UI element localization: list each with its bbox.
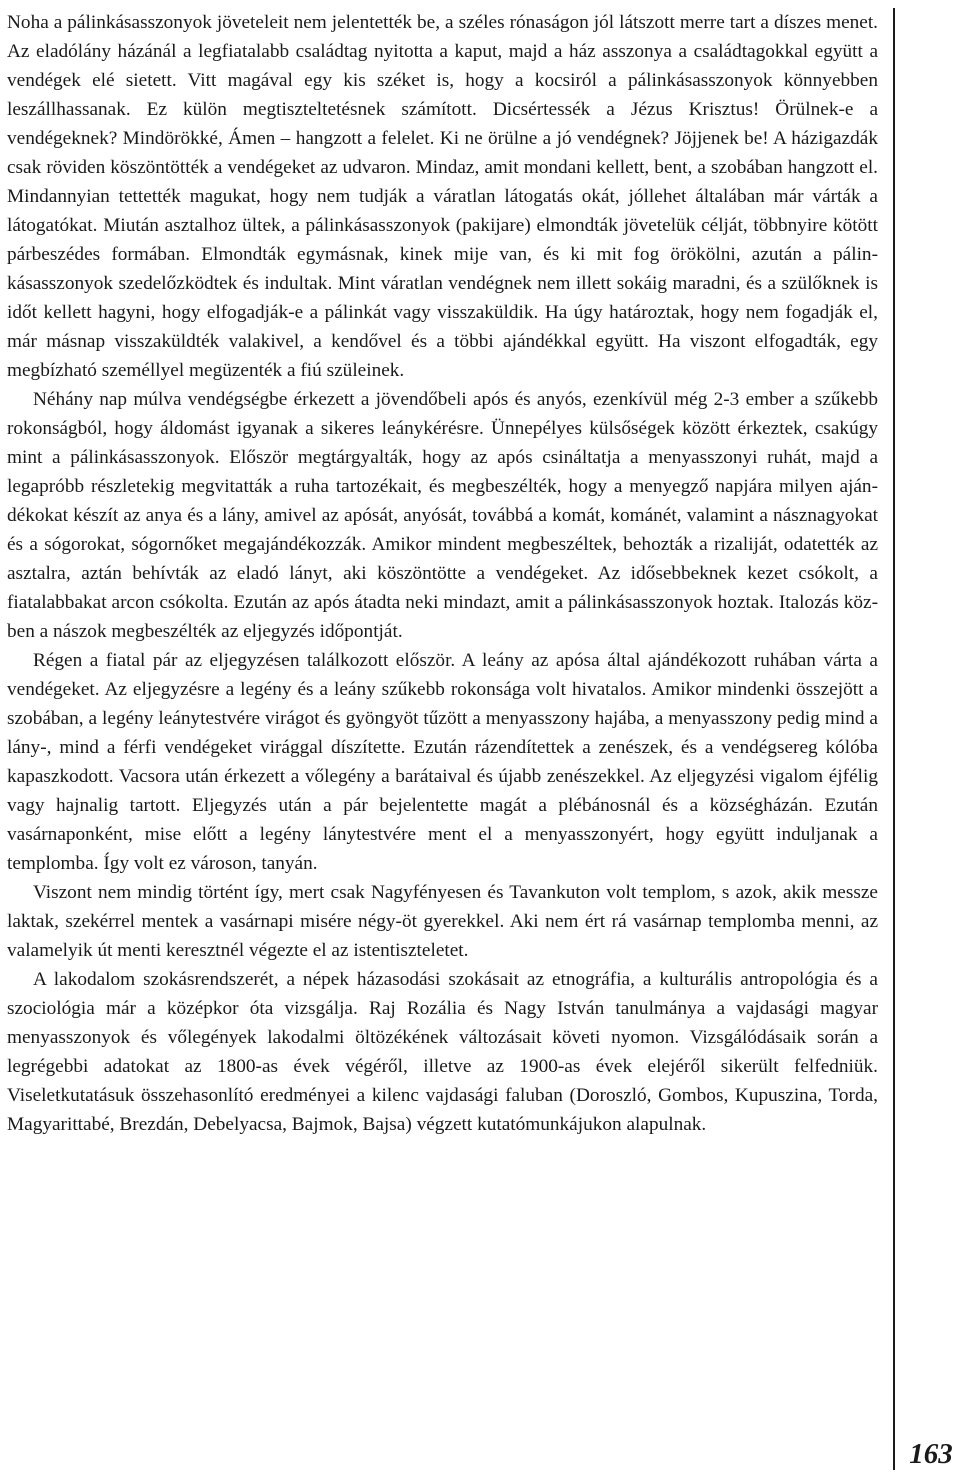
paragraph: Régen a fiatal pár az eljegyzésen találkozott először. A leány az apósa által ajándékozott ruhában várta a vendégeket. Az eljegyzésre a legény és a leány szűkebb rokonsága volt hivatalos. Amikor mindenki összejött a szobában, a legény leánytestvére virágot és gyöngyöt tűzött a menyasszony hajába, a menyasszony pedig mind a lány-, mind a férfi vendégeket virággal díszítette. Ezután rázendítettek a zenészek, és a vendégsereg kólóba kapaszkodott. Vacsora után érkezett a vőlegény a barátaival és újabb zenészekkel. Az eljegyzési vigalom éjfélig vagy hajnalig tartott. Eljegyzés után a pár bejelentette magát a plébánosnál és a községházán. Ezután vasárnaponként, mise előtt a legény lánytestvére ment el a menyasszonyért, hogy együtt induljanak a templomba. Így volt ez városon, tanyán. xyxy=(7,650,878,874)
paragraph: A lakodalom szokásrendszerét, a népek házasodási szokásait az etnográfia, a kulturális antropológia és a szociológia már a középkor óta vizsgálja. Raj Rozália és Nagy István tanulmánya a vajdasági magyar menyasszonyok és vőlegények lakodalmi öltözékének változásait követi nyomon. Vizsgálódásaik során a legrégebbi adatokat az 1800-as évek végéről, illetve az 1900-as évek elejéről sikerült felfedniük. Viseletkutatásuk összehasonlító eredményei a kilenc vajdasági faluban (Doroszló, Gombos, Kupuszina, Torda, Magyarittabé, Brezdán, Debelyacsa, Bajmok, Bajsa) végzett kutatómunkájukon alapulnak. xyxy=(7,969,878,1135)
page-number: 163 xyxy=(909,1438,953,1470)
paragraph: Viszont nem mindig történt így, mert csak Nagyfényesen és Tavankuton volt templom, s azok, akik messze laktak, szekérrel mentek a vasárnapi misére négy-öt gyerekkel. Aki nem ért rá vasárnap templomba menni, az valamelyik út menti keresztnél végezte el az istentiszteletet. xyxy=(7,882,878,961)
margin-rule xyxy=(893,8,895,1470)
body-text xyxy=(7,8,878,1139)
paragraph: Néhány nap múlva vendégségbe érkezett a jövendőbeli após és anyós, ezenkívül még 2-3 ember a szűkebb rokonságból, hogy áldomást igyanak a sikeres leánykérésre. Ünnepélyes külsőségek között érkeztek, csakúgy mint a pálinkásasszonyok. Először megtárgyalták, hogy az após csináltatja a menyasszonyi ruhát, majd a legapróbb részletekig megvitatták a ruha tartozékait, és megbeszélték, hogy a menyegző napjára milyen ajándékokat készít az anya és a lány, amivel az apósát, anyósát, továbbá a komát, kománét, valamint a násznagyokat és a sógorokat, sógornőket megajándékozzák. Amikor mindent megbeszéltek, behozták a rizaliját, odatették az asztalra, aztán behívták az eladó lányt, aki köszöntötte a vendégeket. Az idősebbeknek kezet csókolt, a fiatalabbakat arcon csókolta. Ezután az após átadta neki mindazt, amit a pálinkásasszonyok hoztak. Italozás közben a nászok megbeszélték az eljegyzés időpontját. xyxy=(7,389,878,642)
paragraph: Noha a pálinkásasszonyok jöveteleit nem jelentették be, a széles rónaságon jól látszott merre tart a díszes menet. Az eladólány házánál a legfiatalabb családtag nyitotta a kaput, majd a ház asszonya a családtagokkal együtt a vendégek elé sietett. Vitt magával egy kis széket is, hogy a kocsiról a pálinkásasszonyok könnyebben leszállhassanak. Ez külön megtiszteltetésnek számított. Dicsértessék a Jézus Krisztus! Örülnek-e a vendégeknek? Mindörökké, Ámen – hangzott a felelet. Ki ne örülne a jó vendégnek? Jöjjenek be! A házigazdák csak röviden köszöntötték a vendégeket az udvaron. Mindaz, amit mondani kellett, bent, a szobában hangzott el. Mindannyian tettették magukat, hogy nem tudják a váratlan látogatás okát, jóllehet általában már várták a látogatókat. Miután asztalhoz ültek, a pálinkásasszonyok (pakijare) elmondták jövetelük célját, többnyire kötött párbeszédes formában. Elmondták egymásnak, kinek mije van, és ki mit fog örökölni, azután a pálinkásasszonyok szedelőzködtek és indultak. Mint váratlan vendégnek nem illett sokáig maradni, és a szülőknek is időt kellett hagyni, hogy elfogadják-e a pálinkát vagy visszaküldik. Ha úgy határoztak, hogy nem fogadják el, már másnap visszaküldték valakivel, a kendővel és a többi ajándékkal együtt. Ha viszont elfogadták, egy megbízható személlyel megüzenték a fiú szüleinek. xyxy=(7,12,878,381)
